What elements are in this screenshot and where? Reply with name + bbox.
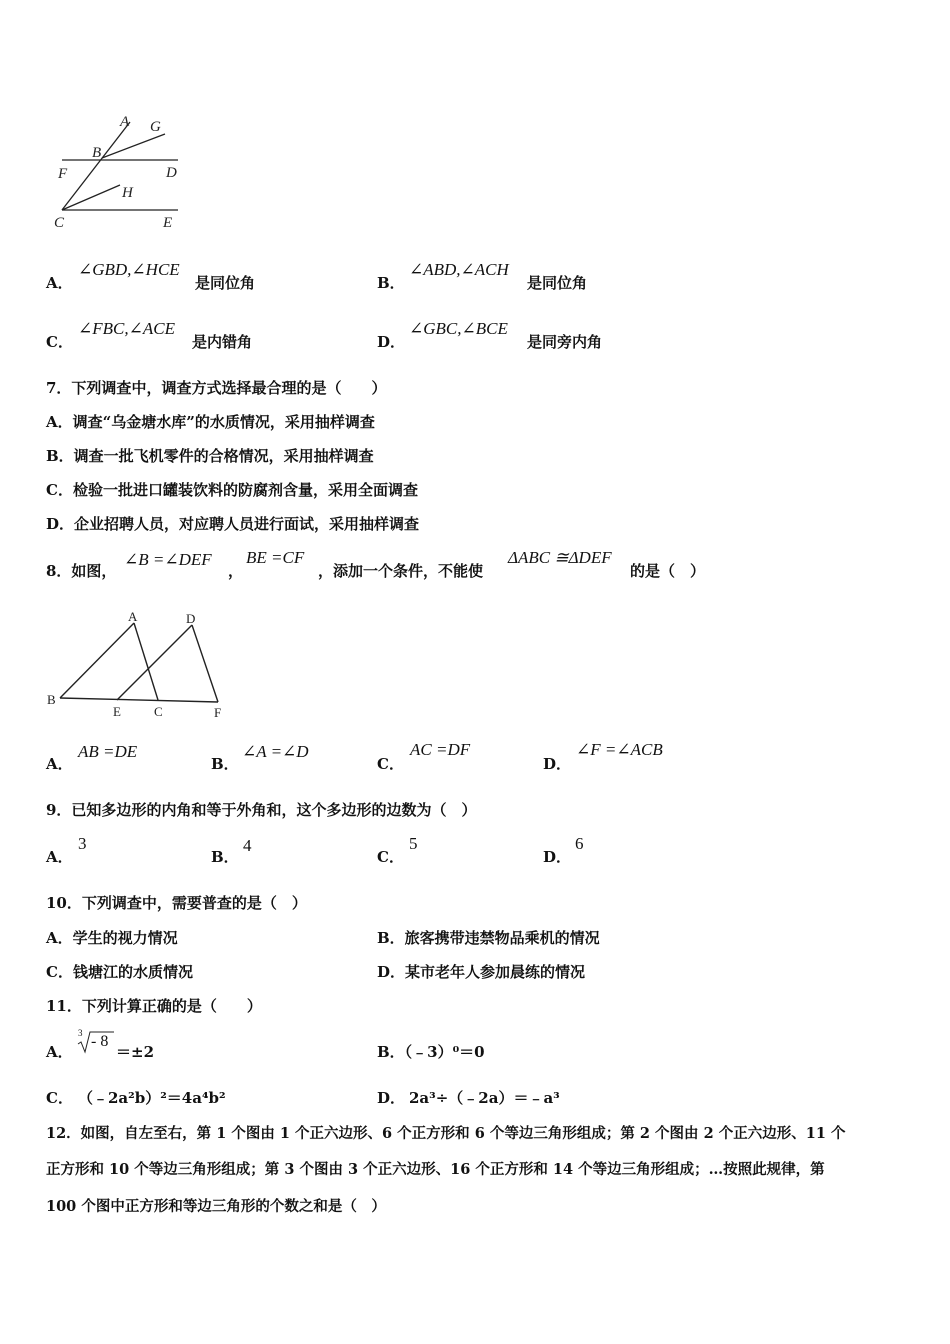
q8-target: ΔABC ≅ΔDEF bbox=[508, 548, 612, 567]
label-a: A bbox=[120, 114, 130, 130]
q9-option-a-value: 3 bbox=[78, 834, 87, 853]
label-b: B bbox=[92, 145, 102, 161]
q6-option-c-text: 是内错角 bbox=[192, 333, 253, 351]
q9-option-d-label: D． bbox=[543, 848, 572, 866]
q9-option-a-label: A． bbox=[46, 848, 73, 866]
q10-option-a: A．学生的视力情况 bbox=[46, 929, 178, 947]
label-c: C bbox=[54, 215, 65, 231]
q6-option-a-label: A． bbox=[46, 274, 73, 292]
q9-option-c-label: C． bbox=[377, 848, 404, 866]
label-e: E bbox=[163, 215, 173, 231]
side-ac bbox=[134, 623, 158, 700]
q8-middle-text: ，添加一个条件，不能使 bbox=[318, 562, 484, 580]
q11-stem: 11．下列计算正确的是（ ） bbox=[46, 997, 262, 1015]
q11-option-d-label: D． bbox=[377, 1089, 406, 1107]
q9-option-d-value: 6 bbox=[575, 834, 584, 853]
q6-figure bbox=[50, 110, 190, 235]
q10-option-d: D．某市老年人参加晨练的情况 bbox=[377, 963, 586, 981]
q8-option-d-label: D． bbox=[543, 755, 572, 773]
q9-option-b-label: B． bbox=[211, 848, 239, 866]
q6-option-a-math: ∠GBD,∠HCE bbox=[78, 260, 180, 279]
fig8-label-e: E bbox=[113, 704, 121, 719]
q7-option-c: C．检验一批进口罐装饮料的防腐剂含量，采用全面调查 bbox=[46, 481, 418, 499]
q6-option-d-math: ∠GBC,∠BCE bbox=[409, 319, 508, 338]
line-ca bbox=[62, 122, 130, 210]
side-ab bbox=[60, 623, 134, 698]
q6-option-c-label: C． bbox=[46, 333, 73, 351]
q9-option-c-value: 5 bbox=[409, 834, 418, 853]
q12-line-3: 100 个图中正方形和等边三角形的个数之和是（ ） bbox=[46, 1198, 386, 1215]
q8-figure bbox=[42, 605, 242, 725]
q8-condition-angle: ∠B =∠DEF bbox=[124, 550, 212, 569]
q7-option-d: D．企业招聘人员，对应聘人员进行面试，采用抽样调查 bbox=[46, 515, 420, 533]
fig8-label-a: A bbox=[128, 609, 138, 624]
side-df bbox=[192, 625, 218, 702]
q11-option-d-expr: 2a³÷（﹣2a）＝﹣a³ bbox=[409, 1089, 560, 1107]
label-g: G bbox=[150, 119, 161, 135]
q6-option-a-text: 是同位角 bbox=[195, 274, 256, 292]
q11-option-b: B．（﹣3）⁰＝0 bbox=[377, 1043, 485, 1061]
q8-option-c-label: C． bbox=[377, 755, 404, 773]
q8-comma: ， bbox=[228, 562, 244, 580]
q6-option-c-math: ∠FBC,∠ACE bbox=[78, 319, 175, 338]
q7-stem: 7．下列调查中，调查方式选择最合理的是（ ） bbox=[46, 379, 387, 397]
q7-option-b: B．调查一批飞机零件的合格情况，采用抽样调查 bbox=[46, 447, 374, 465]
q10-option-b: B．旅客携带违禁物品乘机的情况 bbox=[377, 929, 600, 947]
q11-option-a-rest: ＝±2 bbox=[116, 1043, 155, 1061]
q11-option-a-label: A． bbox=[46, 1043, 73, 1061]
q11-option-a-root bbox=[76, 1028, 116, 1058]
q6-option-d-label: D． bbox=[377, 333, 406, 351]
line-ch bbox=[62, 185, 120, 210]
q8-option-b-label: B． bbox=[211, 755, 239, 773]
q9-stem: 9．已知多边形的内角和等于外角和，这个多边形的边数为（ ） bbox=[46, 801, 477, 819]
label-h: H bbox=[122, 185, 133, 201]
q8-option-b-math: ∠A =∠D bbox=[242, 742, 309, 761]
q8-suffix: 的是（ ） bbox=[630, 562, 706, 580]
q8-option-a-label: A． bbox=[46, 755, 73, 773]
q12-line-1: 12．如图，自左至右，第 1 个图由 1 个正六边形、6 个正方形和 6 个等边三角形组成；第 2 个图由 2 个正六边形、11 个 bbox=[46, 1125, 846, 1142]
q9-option-b-value: 4 bbox=[243, 836, 252, 855]
label-d: D bbox=[166, 165, 177, 181]
q6-option-b-label: B． bbox=[377, 274, 405, 292]
q6-option-b-math: ∠ABD,∠ACH bbox=[409, 260, 509, 279]
label-f: F bbox=[58, 166, 68, 182]
fig8-label-d: D bbox=[186, 611, 196, 626]
q8-condition-side: BE =CF bbox=[246, 548, 305, 567]
root-index: 3 bbox=[78, 1028, 83, 1038]
q8-option-a-math: AB =DE bbox=[78, 742, 138, 761]
q6-option-d-text: 是同旁内角 bbox=[527, 333, 603, 351]
q10-stem: 10．下列调查中，需要普查的是（ ） bbox=[46, 894, 307, 912]
q11-option-c-label: C． bbox=[46, 1089, 73, 1107]
q7-option-a: A．调查“乌金塘水库”的水质情况，采用抽样调查 bbox=[46, 413, 375, 431]
q6-option-b-text: 是同位角 bbox=[527, 274, 588, 292]
q11-option-c-expr: （﹣2a²b）²＝4a⁴b² bbox=[78, 1089, 226, 1107]
side-bf bbox=[60, 698, 218, 702]
q8-option-c-math: AC =DF bbox=[410, 740, 471, 759]
q10-option-c: C．钱塘江的水质情况 bbox=[46, 963, 193, 981]
q8-prefix: 8．如图， bbox=[46, 562, 117, 580]
fig8-label-c: C bbox=[154, 704, 163, 719]
fig8-label-f: F bbox=[214, 705, 222, 720]
q12-line-2: 正方形和 10 个等边三角形组成；第 3 个图由 3 个正六边形、16 个正方形和 14 个等边三角形组成；…按照此规律，第 bbox=[46, 1161, 825, 1178]
root-radicand: - 8 bbox=[91, 1033, 109, 1050]
fig8-label-b: B bbox=[47, 692, 56, 707]
q8-option-d-math: ∠F =∠ACB bbox=[576, 740, 663, 759]
